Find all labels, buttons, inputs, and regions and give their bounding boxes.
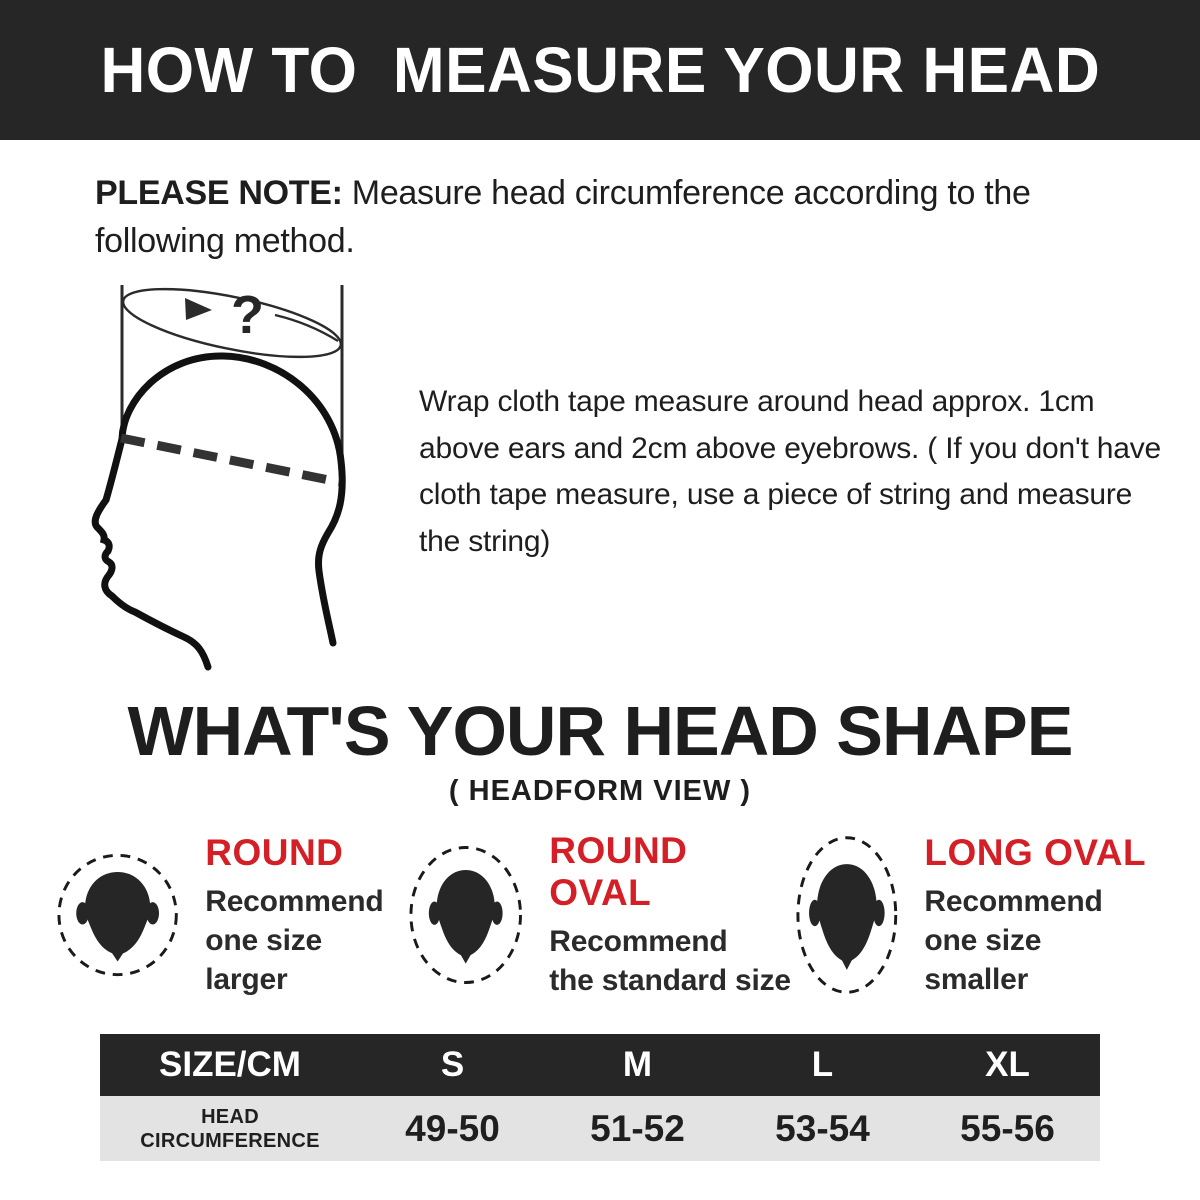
header-cell-m: M bbox=[622, 1045, 653, 1085]
shape-label-round: ROUND bbox=[205, 831, 344, 873]
value-cell-l: 53-54 bbox=[775, 1107, 870, 1149]
shape-rec-line: the standard size bbox=[549, 964, 791, 998]
value-cell-m: 51-52 bbox=[590, 1107, 685, 1149]
head-profile-illustration bbox=[85, 271, 415, 671]
head-outline bbox=[95, 356, 342, 667]
shape-rec-line: Recommend bbox=[549, 925, 728, 959]
round-head-icon bbox=[56, 851, 179, 979]
measure-section bbox=[0, 271, 1200, 671]
shape-rec-line: Recommend bbox=[205, 884, 384, 918]
please-note bbox=[95, 170, 1110, 265]
headshape-title: WHAT'S YOUR HEAD SHAPE bbox=[127, 692, 1073, 771]
header-cell-l: L bbox=[811, 1045, 834, 1085]
header-cell-s: S bbox=[440, 1045, 465, 1085]
please-note-text: Measure head circumference according to the following method. bbox=[95, 174, 1031, 260]
banner bbox=[0, 0, 1200, 140]
shape-label-round-oval: ROUND OVAL bbox=[549, 830, 688, 914]
question-mark: ? bbox=[231, 285, 264, 346]
measure-dashed-line bbox=[121, 438, 339, 482]
shape-item-round bbox=[56, 832, 408, 999]
shape-rec-line: one size larger bbox=[205, 923, 323, 996]
please-note-label: PLEASE NOTE: bbox=[95, 174, 343, 212]
header-cell-size-cm: SIZE/CM bbox=[159, 1045, 301, 1085]
headshape-subtitle: ( HEADFORM VIEW ) bbox=[448, 775, 752, 808]
header-cell-xl: XL bbox=[985, 1045, 1030, 1085]
shape-label-long-oval: LONG OVAL bbox=[924, 831, 1147, 873]
headshape-row bbox=[0, 830, 1200, 1000]
value-cell-s: 49-50 bbox=[405, 1107, 500, 1149]
shape-rec-line: Recommend bbox=[924, 884, 1103, 918]
shape-rec-line: one size smaller bbox=[924, 923, 1042, 996]
size-table-data-row bbox=[100, 1096, 1100, 1161]
rotation-arrowhead bbox=[185, 298, 212, 320]
long-oval-head-icon bbox=[795, 833, 899, 997]
round-oval-head-icon bbox=[408, 843, 523, 987]
value-cell-xl: 55-56 bbox=[960, 1107, 1055, 1149]
page-title: HOW TO MEASURE YOUR HEAD bbox=[100, 34, 1100, 106]
size-table-header-row bbox=[100, 1034, 1100, 1096]
row-label-head-circumference: HEAD CIRCUMFERENCE bbox=[140, 1105, 320, 1152]
shape-item-long-oval bbox=[795, 832, 1148, 999]
shape-item-round-oval bbox=[408, 830, 795, 1000]
instructions-text: Wrap cloth tape measure around head approx. 1cm above ears and 2cm above eyebrows. ( If you don't have cloth tape measure, use a piece of string and measure the string) bbox=[419, 385, 1162, 558]
size-table bbox=[100, 1034, 1100, 1161]
